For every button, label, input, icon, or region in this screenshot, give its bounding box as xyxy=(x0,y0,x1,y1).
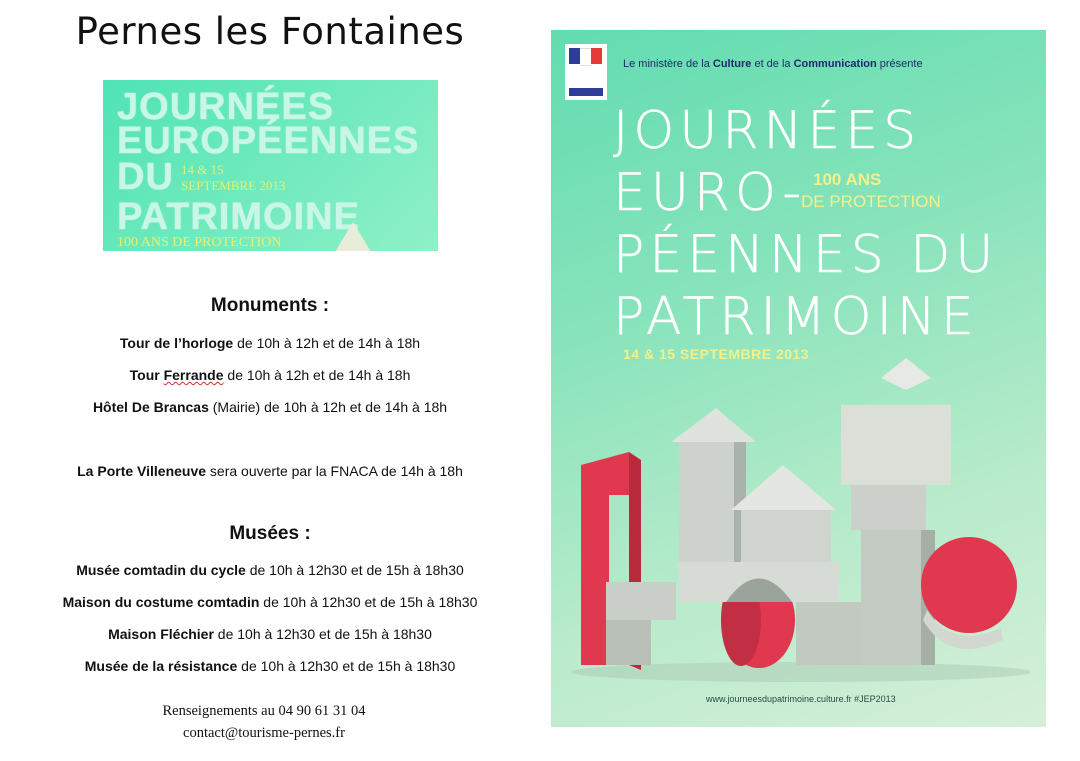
banner-line-2: EUROPÉENNES xyxy=(117,120,420,162)
banner-line-3: DU xyxy=(117,156,174,198)
contact-email: contact@tourisme-pernes.fr xyxy=(183,725,345,741)
musee-hours: de 10h à 12h30 et de 15h à 18h30 xyxy=(245,562,464,578)
poster-anniversary: 100 ANS xyxy=(813,170,882,189)
poster-url: www.journeesdupatrimoine.culture.fr #JEP2013 xyxy=(706,694,896,704)
poster-date: 14 & 15 SEPTEMBRE 2013 xyxy=(623,346,810,362)
musee-line xyxy=(0,562,540,578)
musee-name: Maison Fléchier xyxy=(108,626,214,642)
porte-name: La Porte Villeneuve xyxy=(77,463,207,479)
poster-title-line-3: PÉENNES DU xyxy=(613,225,999,285)
poster-header-part: Culture xyxy=(712,58,752,70)
musee-hours: de 10h à 12h30 et de 15h à 18h30 xyxy=(213,626,432,642)
poster-header xyxy=(623,58,923,70)
musee-name: Musée de la résistance xyxy=(84,658,238,674)
monument-name-part: Tour xyxy=(129,367,164,383)
poster-header-part: Communication xyxy=(793,58,877,70)
porte-line xyxy=(0,463,540,479)
musee-line xyxy=(0,626,540,642)
ministry-logo xyxy=(565,44,607,100)
poster-title-line-4: PATRIMOINE xyxy=(613,287,979,347)
banner-subtitle: 100 ANS DE PROTECTION xyxy=(117,235,282,250)
monument-line xyxy=(0,335,540,351)
musee-line xyxy=(0,594,540,610)
musee-line xyxy=(0,658,540,674)
musee-hours: de 10h à 12h30 et de 15h à 18h30 xyxy=(259,594,478,610)
poster-header-part: et de la xyxy=(751,58,794,70)
banner-block-shape xyxy=(335,222,371,251)
banner-line-1: JOURNÉES xyxy=(117,86,335,128)
banner-line-4: PATRIMOINE xyxy=(117,196,360,238)
musees-heading: Musées : xyxy=(229,523,311,544)
monument-name xyxy=(130,367,224,383)
event-banner-image xyxy=(103,80,438,251)
building-blocks-illustration xyxy=(551,320,1046,690)
monument-line xyxy=(0,367,540,383)
monument-hours: de 10h à 12h et de 14h à 18h xyxy=(260,399,448,415)
monument-hours: de 10h à 12h et de 14h à 18h xyxy=(223,367,411,383)
banner-date-2: SEPTEMBRE 2013 xyxy=(181,178,286,193)
monument-hours: de 10h à 12h et de 14h à 18h xyxy=(233,335,421,351)
musee-name: Maison du costume comtadin xyxy=(62,594,260,610)
monument-name: Hôtel De Brancas xyxy=(92,399,209,415)
poster-title-line-2: EURO- xyxy=(613,163,807,223)
event-poster xyxy=(551,30,1046,727)
monument-note: (Mairie) xyxy=(208,399,261,415)
musee-hours: de 10h à 12h30 et de 15h à 18h30 xyxy=(237,658,456,674)
monuments-heading: Monuments : xyxy=(210,295,330,316)
poster-protection: DE PROTECTION xyxy=(801,192,941,211)
poster-header-part: Le ministère de la xyxy=(623,58,713,70)
monument-name: Tour de l’horloge xyxy=(119,335,234,351)
poster-title-line-1: JOURNÉES xyxy=(613,101,922,161)
page-title: Pernes les Fontaines xyxy=(75,10,465,53)
contact-phone: Renseignements au 04 90 61 31 04 xyxy=(162,703,366,719)
monument-name-part: Ferrande xyxy=(163,367,224,383)
poster-header-part: présente xyxy=(876,58,923,70)
monument-line xyxy=(0,399,540,415)
porte-text: sera ouverte par la FNACA de 14h à 18h xyxy=(206,463,463,479)
banner-date-1: 14 & 15 xyxy=(181,162,224,177)
musee-name: Musée comtadin du cycle xyxy=(76,562,246,578)
